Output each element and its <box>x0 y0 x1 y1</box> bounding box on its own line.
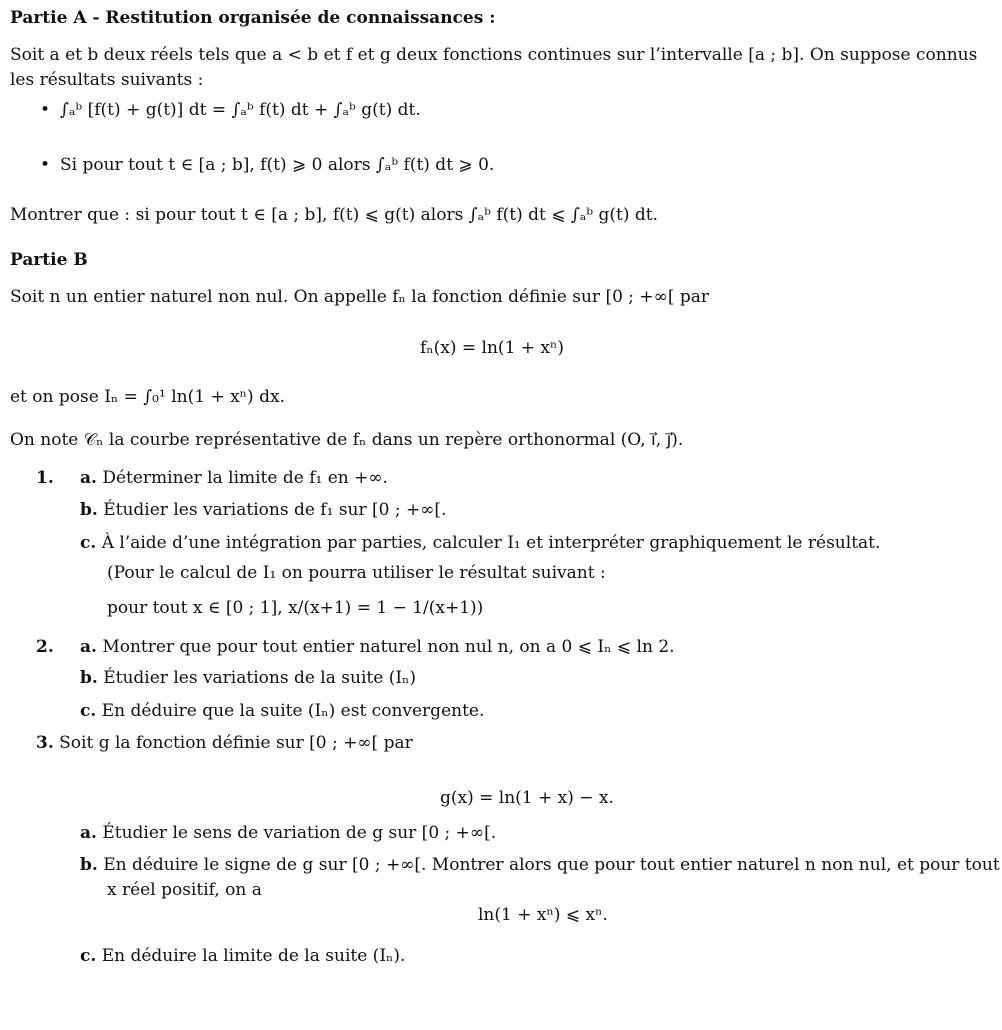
q3a-text: Étudier le sens de variation de g sur [0 ; +∞[. <box>102 823 497 843</box>
part-a-question: Montrer que : si pour tout t ∈ [a ; b], f(t) ⩽ g(t) alors ∫ₐᵇ f(t) dt ⩽ ∫ₐᵇ g(t) dt. <box>10 205 659 225</box>
q2c-text: En déduire que la suite (Iₙ) est convergente. <box>101 701 485 721</box>
q2a <box>80 637 675 657</box>
part-a-title: Partie A - Restitution organisée de connaissances : <box>10 8 496 28</box>
q3b-label: b. <box>80 855 98 875</box>
q2c <box>80 701 484 721</box>
q2a-text: Montrer que pour tout entier naturel non nul n, on a 0 ⩽ Iₙ ⩽ ln 2. <box>102 637 675 657</box>
q1-number: 1. <box>36 468 54 488</box>
part-a-intro-line1: Soit a et b deux réels tels que a < b et f et g deux fonctions continues sur l’intervalle [a ; b]. On suppose connus <box>10 45 978 65</box>
q2c-label: c. <box>80 701 97 721</box>
q2b-text: Étudier les variations de la suite (Iₙ) <box>103 668 417 688</box>
q1a-text: Déterminer la limite de f₁ en +∞. <box>102 468 388 488</box>
bullet-icon: • <box>39 155 51 175</box>
q1c <box>80 533 880 553</box>
g-definition: g(x) = ln(1 + x) − x. <box>440 788 614 808</box>
q2b-label: b. <box>80 668 98 688</box>
q1c-label: c. <box>80 533 97 553</box>
q3b-text: En déduire le signe de g sur [0 ; +∞[. Montrer alors que pour tout entier naturel n non nul, et pour tout <box>103 855 1000 875</box>
q1c-hint-line2: pour tout x ∈ [0 ; 1], x/(x+1) = 1 − 1/(x+1)) <box>107 598 484 618</box>
q2b <box>80 668 416 688</box>
q3-intro: Soit g la fonction définie sur [0 ; +∞[ par <box>59 733 413 753</box>
part-b-intro: Soit n un entier naturel non nul. On appelle fₙ la fonction définie sur [0 ; +∞[ par <box>10 287 710 307</box>
q1a <box>80 468 388 488</box>
part-a-intro-line2: les résultats suivants : <box>10 70 204 90</box>
q1c-hint-line1: (Pour le calcul de I₁ on pourra utiliser le résultat suivant : <box>107 563 606 583</box>
part-a-bullet-2 <box>30 155 494 175</box>
q3a-label: a. <box>80 823 97 843</box>
q3c-text: En déduire la limite de la suite (Iₙ). <box>101 946 406 966</box>
q3a <box>80 823 496 843</box>
q2-number: 2. <box>36 637 54 657</box>
q3b-continuation: x réel positif, on a <box>107 880 262 900</box>
q3b <box>80 855 1000 875</box>
q1c-text: À l’aide d’une intégration par parties, calculer I₁ et interpréter graphiquement le résultat. <box>101 533 881 553</box>
q3c-label: c. <box>80 946 97 966</box>
In-definition: et on pose Iₙ = ∫₀¹ ln(1 + xⁿ) dx. <box>10 387 285 407</box>
part-b-title: Partie B <box>10 250 88 270</box>
positivity-formula: Si pour tout t ∈ [a ; b], f(t) ⩾ 0 alors ∫ₐᵇ f(t) dt ⩾ 0. <box>60 155 495 175</box>
q1b <box>80 500 446 520</box>
q3 <box>36 733 413 753</box>
bullet-icon: • <box>39 100 51 120</box>
curve-definition: On note 𝒞ₙ la courbe représentative de fₙ dans un repère orthonormal (O, i⃗, j⃗). <box>10 430 684 450</box>
q1b-label: b. <box>80 500 98 520</box>
linearity-formula: ∫ₐᵇ [f(t) + g(t)] dt = ∫ₐᵇ f(t) dt + ∫ₐᵇ g(t) dt. <box>60 100 421 120</box>
fn-definition: fₙ(x) = ln(1 + xⁿ) <box>420 338 565 358</box>
q3c <box>80 946 405 966</box>
q3-number: 3. <box>36 733 54 753</box>
q1a-label: a. <box>80 468 97 488</box>
q3b-inequality: ln(1 + xⁿ) ⩽ xⁿ. <box>478 905 608 925</box>
q2a-label: a. <box>80 637 97 657</box>
part-a-bullet-1 <box>30 100 421 120</box>
q1b-text: Étudier les variations de f₁ sur [0 ; +∞[. <box>103 500 447 520</box>
